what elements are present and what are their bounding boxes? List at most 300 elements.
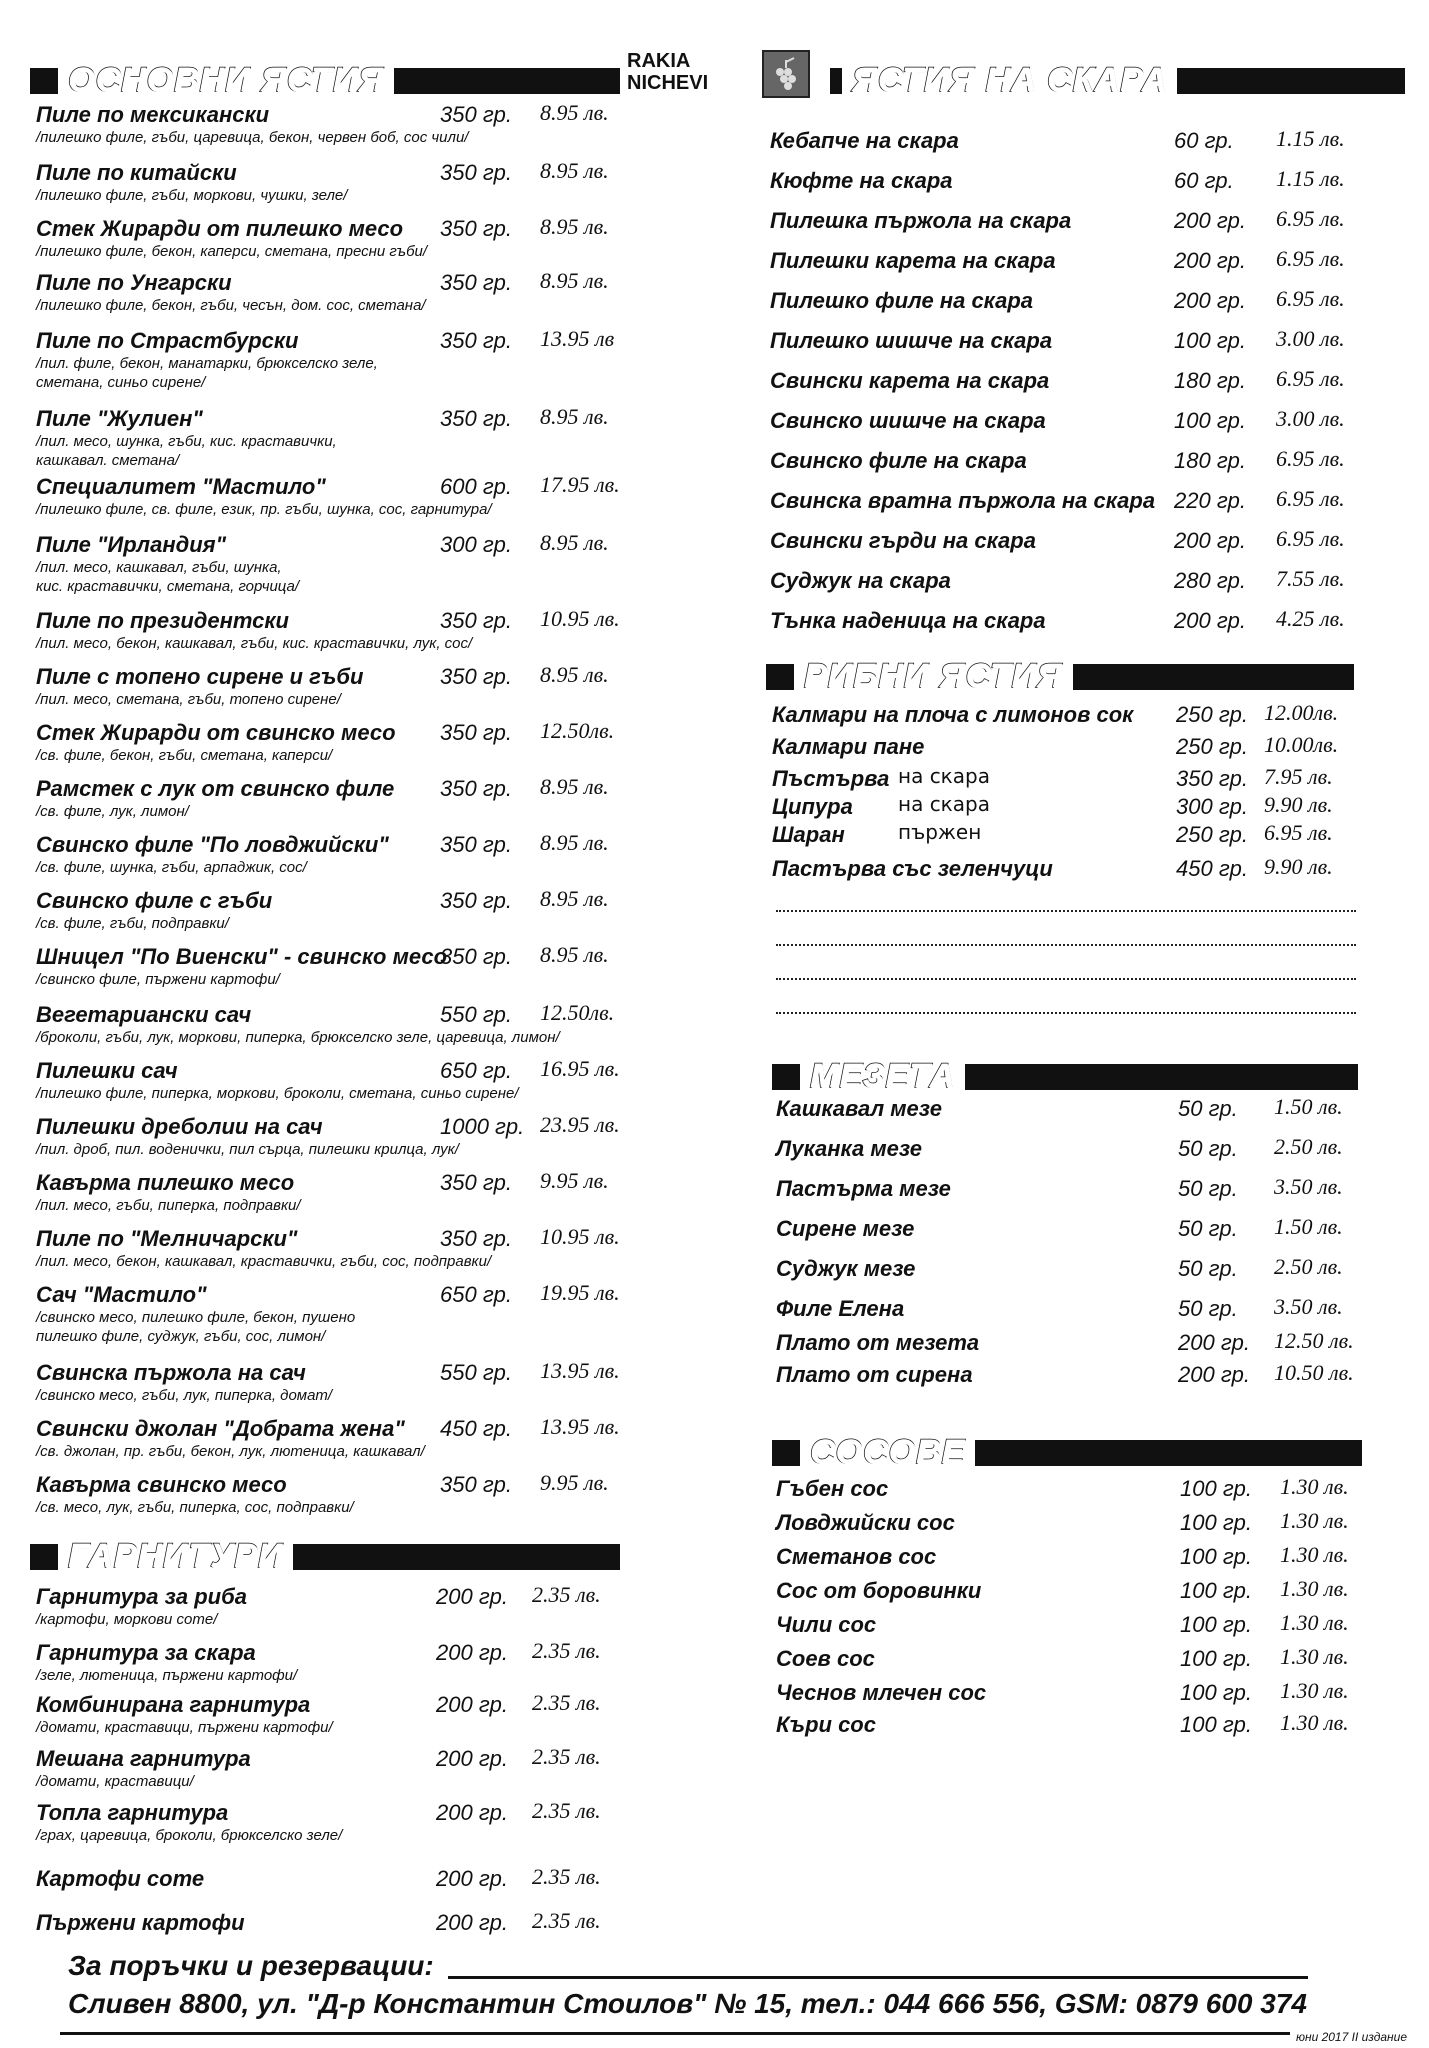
item-name: Пиле по Страстбурски: [36, 328, 299, 353]
item-name: Плато от мезета: [776, 1330, 980, 1355]
item-weight: 350 гр.: [440, 216, 513, 241]
item-name: Стек Жирарди от свинско месо: [36, 720, 396, 745]
item-description: /пилешко филе, гъби, моркови, чушки, зеле/: [36, 187, 348, 204]
item-weight: 50 гр.: [1178, 1256, 1238, 1281]
menu-item: [36, 1800, 342, 1845]
blank-line: [776, 910, 1356, 912]
item-name: Свински джолан "Добрата жена": [36, 1416, 405, 1441]
brand-logo: [627, 50, 837, 98]
item-price: 2.35 лв.: [532, 1908, 601, 1933]
item-price: 3.00 лв.: [1276, 326, 1345, 351]
item-price: 6.95 лв.: [1276, 286, 1345, 311]
item-weight: 60 гр.: [1174, 168, 1234, 193]
item-name: Пилешка пържола на скара: [770, 208, 1072, 233]
menu-item: [36, 474, 492, 519]
item-price: 19.95 лв.: [540, 1280, 620, 1305]
menu-item: [772, 822, 845, 848]
item-name: Кавърма свинско месо: [36, 1472, 287, 1497]
item-weight: 50 гр.: [1178, 1096, 1238, 1121]
item-name: Пилешко филе на скара: [770, 288, 1034, 313]
menu-item: [776, 1136, 922, 1162]
item-name: Шаран: [772, 822, 845, 847]
menu-item: [772, 856, 1053, 882]
item-description: /пил. месо, бекон, кашкавал, краставички, гъби, сос, подправки/: [36, 1253, 492, 1270]
item-name: Пилешки карета на скара: [770, 248, 1056, 273]
menu-item: [772, 766, 889, 792]
blank-line: [776, 1012, 1356, 1014]
item-price: 3.50 лв.: [1274, 1174, 1343, 1199]
item-name: Пиле по Унгарски: [36, 270, 232, 295]
item-description: пилешко филе, суджук, гъби, сос, лимон/: [36, 1328, 326, 1345]
item-weight: 350 гр.: [440, 888, 513, 913]
item-price: 8.95 лв.: [540, 830, 609, 855]
section-header-sauces: [772, 1433, 1362, 1471]
item-weight: 50 гр.: [1178, 1296, 1238, 1321]
item-price: 1.30 лв.: [1280, 1710, 1349, 1735]
item-weight: 350 гр.: [440, 664, 513, 689]
item-name: Пиле по китайски: [36, 160, 237, 185]
menu-item: [770, 488, 1155, 514]
item-price: 8.95 лв.: [540, 662, 609, 687]
item-weight: 650 гр.: [440, 1282, 513, 1307]
item-description: /св. филе, лук, лимон/: [36, 803, 189, 820]
item-handwritten-note: на скара: [898, 792, 990, 816]
item-weight: 650 гр.: [440, 1058, 513, 1083]
item-weight: 350 гр.: [440, 608, 513, 633]
menu-item: [776, 1216, 914, 1242]
item-handwritten-note: на скара: [898, 764, 990, 788]
item-name: Сирене мезе: [776, 1216, 915, 1241]
item-description: /св. месо, лук, гъби, пиперка, сос, подправки/: [36, 1499, 354, 1516]
item-price: 8.95 лв.: [540, 942, 609, 967]
blank-line: [776, 978, 1356, 980]
section-header-main: [30, 61, 620, 99]
item-price: 8.95 лв.: [540, 158, 609, 183]
menu-item: [36, 1416, 425, 1461]
logo-text: [627, 50, 708, 94]
contact-address: Сливен 8800, ул. "Д-р Константин Стоилов" № 15, тел.: 044 666 556, GSM: 0879 600 374: [68, 1988, 1307, 2019]
item-name: Сметанов сос: [776, 1544, 937, 1569]
edition-note: юни 2017 II издание: [1295, 2030, 1407, 2044]
item-name: Свинска пържола на сач: [36, 1360, 306, 1385]
menu-item: [776, 1612, 876, 1638]
item-name: Свинско шишче на скара: [770, 408, 1046, 433]
item-weight: 350 гр.: [1176, 766, 1249, 791]
menu-item: [770, 288, 1033, 314]
menu-item: [36, 832, 389, 877]
item-weight: 300 гр.: [1176, 794, 1249, 819]
item-name: Кавърма пилешко месо: [36, 1170, 295, 1195]
item-description: /картофи, моркови соте/: [36, 1611, 218, 1628]
item-weight: 100 гр.: [1174, 328, 1247, 353]
item-price: 2.35 лв.: [532, 1638, 601, 1663]
item-price: 1.30 лв.: [1280, 1678, 1349, 1703]
item-name: Сос от боровинки: [776, 1578, 982, 1603]
blank-line: [776, 944, 1356, 946]
item-description: /домати, краставици/: [36, 1773, 194, 1790]
item-name: Пилешко шишче на скара: [770, 328, 1053, 353]
item-name: Плато от сирена: [776, 1362, 973, 1387]
item-price: 2.35 лв.: [532, 1744, 601, 1769]
item-weight: 350 гр.: [440, 944, 513, 969]
logo-line1: RAKIA: [627, 50, 691, 72]
item-price: 1.30 лв.: [1280, 1576, 1349, 1601]
item-name: Чили сос: [776, 1612, 877, 1637]
item-description: /грах, царевица, броколи, брюкселско зеле/: [36, 1827, 343, 1844]
menu-item: [776, 1680, 986, 1706]
item-price: 8.95 лв.: [540, 530, 609, 555]
item-price: 6.95 лв.: [1276, 366, 1345, 391]
item-name: Пиле по президентски: [36, 608, 289, 633]
section-title-main: ОСНОВНИ ЯСТИЯ: [58, 60, 394, 100]
item-price: 12.50 лв.: [1274, 1328, 1354, 1353]
item-price: 7.95 лв.: [1264, 764, 1333, 789]
item-description: сметана, синьо сирене/: [36, 374, 206, 391]
item-weight: 350 гр.: [440, 832, 513, 857]
menu-item: [36, 608, 472, 653]
item-price: 10.50 лв.: [1274, 1360, 1354, 1385]
item-price: 6.95 лв.: [1276, 206, 1345, 231]
section-title-fish: РИБНИ ЯСТИЯ: [794, 656, 1073, 696]
item-price: 2.50 лв.: [1274, 1134, 1343, 1159]
item-name: Чеснов млечен сос: [776, 1680, 987, 1705]
item-price: 1.50 лв.: [1274, 1214, 1343, 1239]
item-weight: 350 гр.: [440, 270, 513, 295]
item-weight: 250 гр.: [1176, 734, 1249, 759]
menu-item: [776, 1176, 951, 1202]
item-price: 12.50лв.: [540, 718, 615, 743]
menu-item: [36, 1472, 354, 1517]
menu-item: [36, 776, 394, 821]
item-weight: 60 гр.: [1174, 128, 1234, 153]
section-title-meze: МЕЗЕТА: [800, 1056, 965, 1096]
item-price: 4.25 лв.: [1276, 606, 1345, 631]
item-name: Сач "Мастило": [36, 1282, 207, 1307]
item-price: 2.35 лв.: [532, 1690, 601, 1715]
item-description: /броколи, гъби, лук, моркови, пиперка, брюкселско зеле, царевица, лимон/: [36, 1029, 560, 1046]
item-name: Къри сос: [776, 1712, 876, 1737]
menu-item: [36, 944, 447, 989]
item-name: Пиле по "Мелничарски": [36, 1226, 298, 1251]
item-name: Свинско филе с гъби: [36, 888, 273, 913]
item-weight: 100 гр.: [1180, 1476, 1253, 1501]
menu-item: [770, 128, 959, 154]
item-weight: 350 гр.: [440, 406, 513, 431]
menu-item: [776, 1330, 979, 1356]
item-description: /св. джолан, пр. гъби, бекон, лук, лютеница, кашкавал/: [36, 1443, 425, 1460]
section-header-meze: [772, 1057, 1358, 1095]
logo-line2: NICHEVI: [627, 72, 709, 94]
item-weight: 100 гр.: [1180, 1612, 1253, 1637]
menu-item: [36, 1226, 491, 1271]
item-weight: 350 гр.: [440, 328, 513, 353]
menu-item: [770, 248, 1056, 274]
item-price: 9.90 лв.: [1264, 854, 1333, 879]
menu-item: [770, 328, 1052, 354]
section-header-sides: [30, 1537, 620, 1575]
menu-item: [36, 216, 427, 261]
section-title-sauces: СОСОВЕ: [800, 1432, 975, 1472]
item-name: Соев сос: [776, 1646, 875, 1671]
item-weight: 250 гр.: [1176, 822, 1249, 847]
item-weight: 200 гр.: [436, 1584, 509, 1609]
item-price: 1.15 лв.: [1276, 166, 1345, 191]
item-description: кашкавал. сметана/: [36, 452, 180, 469]
menu-item: [36, 1360, 332, 1405]
grape-emblem-icon: [762, 50, 810, 98]
item-price: 8.95 лв.: [540, 100, 609, 125]
item-name: Свинска вратна пържола на скара: [770, 488, 1156, 513]
menu-item: [776, 1476, 888, 1502]
item-name: Пиле "Ирландия": [36, 532, 227, 557]
menu-item: [36, 1692, 333, 1737]
item-name: Кебапче на скара: [770, 128, 959, 153]
menu-item: [770, 368, 1049, 394]
item-weight: 50 гр.: [1178, 1176, 1238, 1201]
item-price: 6.95 лв.: [1276, 446, 1345, 471]
orders-heading: За поръчки и резервации:: [68, 1950, 434, 1981]
item-name: Суджук мезе: [776, 1256, 916, 1281]
menu-item: [36, 1640, 297, 1685]
footer-rule: [448, 1976, 1308, 1979]
menu-item: [776, 1096, 942, 1122]
item-price: 1.50 лв.: [1274, 1094, 1343, 1119]
item-name: Пилешки дреболии на сач: [36, 1114, 323, 1139]
item-name: Пъстърва: [772, 766, 890, 791]
item-description: /пил. дроб, пил. воденички, пил сърца, пилешки крилца, лук/: [36, 1141, 459, 1158]
item-weight: 200 гр.: [1174, 528, 1247, 553]
item-name: Пастърва със зеленчуци: [772, 856, 1053, 881]
item-price: 1.30 лв.: [1280, 1610, 1349, 1635]
item-name: Пиле с топено сирене и гъби: [36, 664, 364, 689]
item-name: Филе Елена: [776, 1296, 905, 1321]
item-price: 6.95 лв.: [1276, 246, 1345, 271]
item-weight: 100 гр.: [1180, 1510, 1253, 1535]
item-weight: 220 гр.: [1174, 488, 1247, 513]
item-name: Кюфте на скара: [770, 168, 953, 193]
item-price: 2.50 лв.: [1274, 1254, 1343, 1279]
item-name: Вегетариански сач: [36, 1002, 252, 1027]
item-price: 23.95 лв.: [540, 1112, 620, 1137]
section-header-grill: [830, 61, 1405, 99]
menu-item: [776, 1296, 904, 1322]
menu-item: [770, 168, 953, 194]
item-weight: 550 гр.: [440, 1360, 513, 1385]
item-weight: 200 гр.: [436, 1692, 509, 1717]
item-description: /свинско месо, гъби, лук, пиперка, домат/: [36, 1387, 333, 1404]
menu-item: [36, 532, 299, 596]
menu-item: [776, 1256, 915, 1282]
item-name: Свински гърди на скара: [770, 528, 1036, 553]
item-name: Пиле по мексикански: [36, 102, 270, 127]
menu-item: [36, 160, 347, 205]
item-weight: 350 гр.: [440, 102, 513, 127]
item-weight: 100 гр.: [1180, 1680, 1253, 1705]
item-weight: 350 гр.: [440, 720, 513, 745]
item-price: 9.95 лв.: [540, 1470, 609, 1495]
menu-item: [36, 102, 468, 147]
menu-item: [36, 1114, 459, 1159]
item-name: Пиле "Жулиен": [36, 406, 203, 431]
item-name: Гарнитура за риба: [36, 1584, 247, 1609]
item-weight: 200 гр.: [436, 1640, 509, 1665]
item-name: Суджук на скара: [770, 568, 951, 593]
item-price: 8.95 лв.: [540, 886, 609, 911]
item-price: 2.35 лв.: [532, 1582, 601, 1607]
item-description: /домати, краставици, пържени картофи/: [36, 1719, 333, 1736]
item-price: 13.95 лв.: [540, 1414, 620, 1439]
item-description: /зеле, лютеница, пържени картофи/: [36, 1667, 298, 1684]
item-weight: 350 гр.: [440, 1170, 513, 1195]
item-name: Свинско филе на скара: [770, 448, 1027, 473]
item-description: /пил. месо, гъби, пиперка, подправки/: [36, 1197, 301, 1214]
item-price: 16.95 лв.: [540, 1056, 620, 1081]
footer-bottom-rule: [60, 2032, 1290, 2035]
menu-item: [36, 1746, 251, 1791]
item-name: Пастърма мезе: [776, 1176, 951, 1201]
item-weight: 1000 гр.: [440, 1114, 525, 1139]
item-description: /пилешко филе, гъби, царевица, бекон, червен боб, сос чили/: [36, 129, 469, 146]
item-weight: 200 гр.: [1178, 1330, 1251, 1355]
item-name: Топла гарнитура: [36, 1800, 229, 1825]
item-weight: 350 гр.: [440, 1226, 513, 1251]
section-title-sides: ГАРНИТУРИ: [58, 1536, 293, 1576]
item-weight: 350 гр.: [440, 776, 513, 801]
menu-item: [770, 568, 951, 594]
item-description: кис. краставички, сметана, горчица/: [36, 578, 300, 595]
menu-item: [36, 664, 363, 709]
item-name: Мешана гарнитура: [36, 1746, 251, 1771]
item-price: 6.95 лв.: [1276, 526, 1345, 551]
menu-item: [36, 720, 396, 765]
item-name: Комбинирана гарнитура: [36, 1692, 311, 1717]
item-price: 13.95 лв.: [540, 1358, 620, 1383]
item-description: /пил. месо, кашкавал, гъби, шунка,: [36, 559, 282, 576]
menu-item: [776, 1712, 876, 1738]
item-price: 12.00лв.: [1264, 700, 1339, 725]
menu-item: [776, 1544, 936, 1570]
item-weight: 100 гр.: [1180, 1712, 1253, 1737]
item-weight: 180 гр.: [1174, 448, 1247, 473]
item-price: 1.30 лв.: [1280, 1542, 1349, 1567]
menu-item: [36, 1282, 355, 1346]
menu-item: [770, 528, 1036, 554]
item-weight: 350 гр.: [440, 1472, 513, 1497]
item-price: 10.00лв.: [1264, 732, 1339, 757]
menu-item: [36, 270, 426, 315]
item-weight: 200 гр.: [1174, 208, 1247, 233]
item-name: Гарнитура за скара: [36, 1640, 256, 1665]
menu-item: [776, 1362, 973, 1388]
item-price: 1.30 лв.: [1280, 1474, 1349, 1499]
item-price: 8.95 лв.: [540, 774, 609, 799]
section-title-grill: ЯСТИЯ НА СКАРА: [842, 60, 1177, 100]
item-weight: 50 гр.: [1178, 1216, 1238, 1241]
item-name: Пилешки сач: [36, 1058, 178, 1083]
item-weight: 50 гр.: [1178, 1136, 1238, 1161]
item-price: 6.95 лв.: [1276, 486, 1345, 511]
item-weight: 180 гр.: [1174, 368, 1247, 393]
menu-item: [776, 1510, 955, 1536]
item-name: Свинско филе "По ловджийски": [36, 832, 389, 857]
item-name: Рамстек с лук от свинско филе: [36, 776, 395, 801]
item-name: Специалитет "Мастило": [36, 474, 326, 499]
menu-item: [36, 1170, 301, 1215]
menu-item: [36, 1584, 247, 1629]
item-price: 1.15 лв.: [1276, 126, 1345, 151]
menu-item: [36, 328, 378, 392]
item-weight: 200 гр.: [436, 1910, 509, 1935]
item-name: Калмари пане: [772, 734, 925, 759]
item-price: 8.95 лв.: [540, 214, 609, 239]
item-price: 9.90 лв.: [1264, 792, 1333, 817]
menu-item: [36, 406, 337, 470]
item-price: 8.95 лв.: [540, 404, 609, 429]
section-header-fish: [766, 657, 1354, 695]
item-description: /пилешко филе, бекон, каперси, сметана, пресни гъби/: [36, 243, 428, 260]
item-price: 3.50 лв.: [1274, 1294, 1343, 1319]
menu-item: [776, 1646, 875, 1672]
item-weight: 300 гр.: [440, 532, 513, 557]
item-weight: 200 гр.: [1178, 1362, 1251, 1387]
item-price: 10.95 лв.: [540, 1224, 620, 1249]
item-name: Тънка наденица на скара: [770, 608, 1046, 633]
item-price: 17.95 лв.: [540, 472, 620, 497]
item-name: Гъбен сос: [776, 1476, 889, 1501]
item-weight: 100 гр.: [1180, 1544, 1253, 1569]
item-description: /свинско филе, пържени картофи/: [36, 971, 280, 988]
item-weight: 200 гр.: [436, 1866, 509, 1891]
menu-item: [772, 794, 853, 820]
item-weight: 100 гр.: [1174, 408, 1247, 433]
item-name: Кашкавал мезе: [776, 1096, 942, 1121]
menu-item: [772, 734, 924, 760]
menu-item: [772, 702, 1133, 728]
item-name: Ловджийски сос: [776, 1510, 955, 1535]
item-description: /пил. месо, бекон, кашкавал, гъби, кис. краставички, лук, сос/: [36, 635, 473, 652]
menu-item: [36, 888, 272, 933]
item-weight: 100 гр.: [1180, 1578, 1253, 1603]
item-description: /пил. месо, сметана, гъби, топено сирене/: [36, 691, 341, 708]
item-name: Луканка мезе: [776, 1136, 923, 1161]
item-description: /св. филе, бекон, гъби, сметана, каперси/: [36, 747, 333, 764]
item-weight: 200 гр.: [436, 1746, 509, 1771]
item-description: /свинско месо, пилешко филе, бекон, пушено: [36, 1309, 356, 1326]
item-price: 2.35 лв.: [532, 1864, 601, 1889]
menu-item: [770, 408, 1046, 434]
item-description: /пил. филе, бекон, манатарки, брюкселско зеле,: [36, 355, 378, 372]
menu-item: [776, 1578, 981, 1604]
item-name: Ципура: [772, 794, 853, 819]
item-name: Пържени картофи: [36, 1910, 245, 1935]
item-description: /св. филе, шунка, гъби, арпаджик, сос/: [36, 859, 307, 876]
menu-item: [36, 1866, 204, 1892]
item-price: 12.50лв.: [540, 1000, 615, 1025]
item-weight: 280 гр.: [1174, 568, 1247, 593]
item-price: 9.95 лв.: [540, 1168, 609, 1193]
item-weight: 200 гр.: [1174, 248, 1247, 273]
item-price: 8.95 лв.: [540, 268, 609, 293]
item-name: Шницел "По Виенски" - свинско месо: [36, 944, 448, 969]
item-price: 10.95 лв.: [540, 606, 620, 631]
menu-item: [770, 208, 1071, 234]
menu-item: [770, 448, 1027, 474]
item-name: Картофи соте: [36, 1866, 205, 1891]
item-weight: 100 гр.: [1180, 1646, 1253, 1671]
item-description: /пилешко филе, пиперка, моркови, броколи, сметана, синьо сирене/: [36, 1085, 519, 1102]
item-name: Калмари на плоча с лимонов сок: [772, 702, 1134, 727]
item-weight: 450 гр.: [440, 1416, 513, 1441]
